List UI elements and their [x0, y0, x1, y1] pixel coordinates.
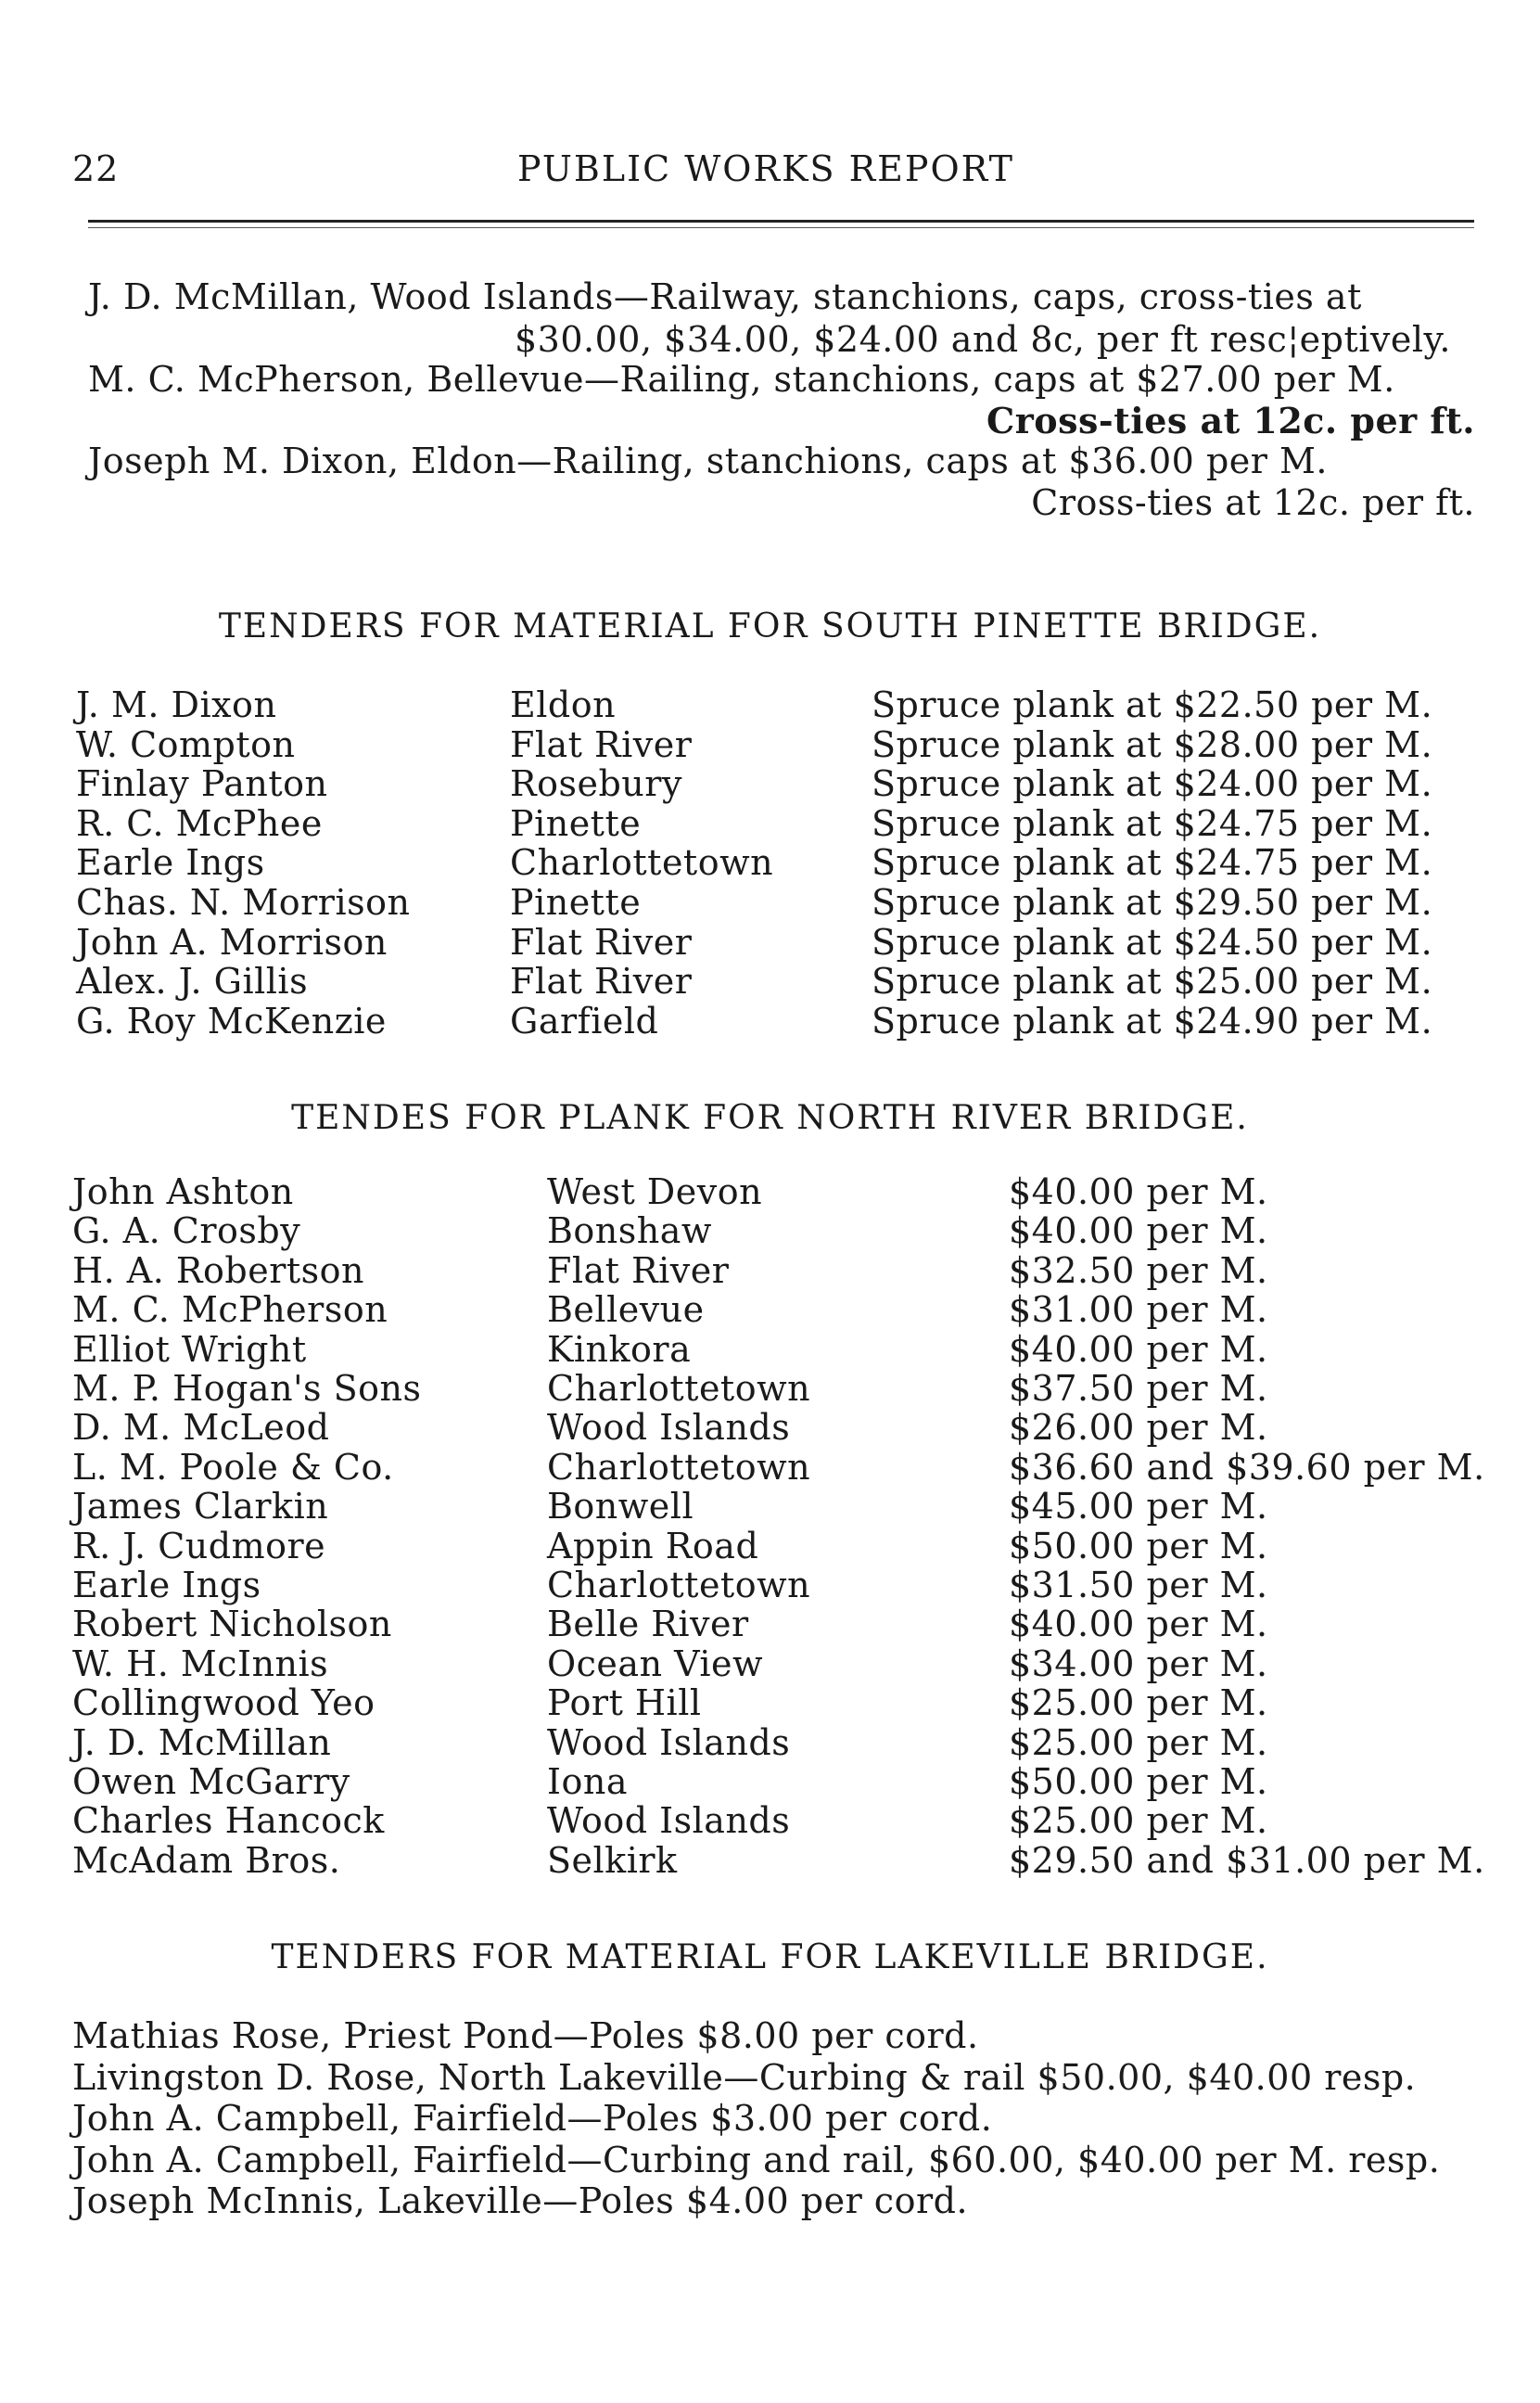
table-row: [0, 1800, 1540, 1842]
lakeville-entry: Mathias Rose, Priest Pond—Poles $8.00 per cord.: [72, 2015, 979, 2056]
table-row: [0, 1761, 1540, 1800]
header-rule-thin: [88, 227, 1474, 228]
tender-price: $36.60 and $39.60 per M.: [1009, 1446, 1485, 1488]
tender-name: J. D. McMillan: [72, 1721, 332, 1763]
section-title-south-pinette: TENDERS FOR MATERIAL FOR SOUTH PINETTE BRIDGE.: [218, 607, 1322, 645]
tender-name: D. M. McLeod: [72, 1407, 330, 1449]
tender-price: Spruce plank at $24.75 per M.: [872, 802, 1433, 844]
table-row: [0, 1407, 1540, 1449]
intro-entry: M. C. McPherson, Bellevue—Railing, stanchions, caps at $27.00 per M.: [88, 359, 1395, 400]
table-row: [0, 763, 1540, 805]
table-row: [0, 842, 1540, 884]
tender-name: G. Roy McKenzie: [76, 1000, 387, 1042]
tender-place: Flat River: [547, 1249, 730, 1291]
tender-name: W. H. McInnis: [72, 1642, 329, 1684]
tender-price: $31.50 per M.: [1009, 1565, 1268, 1605]
lakeville-entry: John A. Campbell, Fairfield—Curbing and rail, $60.00, $40.00 per M. resp.: [72, 2139, 1441, 2180]
tender-place: Selkirk: [547, 1839, 678, 1881]
tender-price: $31.00 per M.: [1009, 1289, 1268, 1331]
tender-name: J. M. Dixon: [76, 684, 277, 725]
table-row: [0, 1171, 1540, 1210]
tender-name: R. J. Cudmore: [72, 1525, 326, 1566]
tender-price: $25.00 per M.: [1009, 1721, 1268, 1763]
intro-entry-continuation: Cross-ties at 12c. per ft.: [1031, 482, 1475, 523]
tender-name: Collingwood Yeo: [72, 1682, 375, 1724]
tender-place: West Devon: [547, 1171, 763, 1212]
tender-place: Kinkora: [547, 1328, 692, 1370]
lakeville-entry: Joseph McInnis, Lakeville—Poles $4.00 per cord.: [72, 2180, 969, 2221]
tender-place: Flat River: [510, 961, 693, 1003]
tender-place: Eldon: [510, 684, 617, 725]
tender-name: Charles Hancock: [72, 1800, 385, 1842]
tender-name: Alex. J. Gillis: [76, 961, 309, 1003]
table-row: [0, 1486, 1540, 1525]
tender-place: Charlottetown: [547, 1446, 811, 1488]
tender-price: Spruce plank at $29.50 per M.: [872, 882, 1433, 923]
tender-place: Wood Islands: [547, 1721, 791, 1763]
table-row: [0, 1368, 1540, 1407]
tender-name: McAdam Bros.: [72, 1839, 341, 1881]
header-rule: [88, 220, 1474, 223]
tender-price: $40.00 per M.: [1009, 1604, 1268, 1645]
tender-place: Garfield: [510, 1000, 659, 1042]
tender-price: $37.50 per M.: [1009, 1368, 1268, 1409]
tender-name: H. A. Robertson: [72, 1249, 364, 1291]
table-row: [0, 961, 1540, 1003]
tender-place: Bonshaw: [547, 1210, 712, 1252]
table-row: [0, 1329, 1540, 1368]
tender-price: Spruce plank at $24.50 per M.: [872, 921, 1433, 963]
tender-place: Bonwell: [547, 1486, 694, 1527]
intro-entry-continuation: Cross-ties at 12c. per ft.: [986, 400, 1475, 441]
intro-entry-continuation: $30.00, $34.00, $24.00 and 8c, per ft resc¦eptively.: [515, 319, 1451, 360]
table-row: [0, 1840, 1540, 1879]
tender-name: John A. Morrison: [76, 921, 388, 963]
lakeville-entry: John A. Campbell, Fairfield—Poles $3.00 per cord.: [72, 2098, 993, 2139]
tender-place: Charlottetown: [547, 1565, 811, 1605]
tender-name: W. Compton: [76, 723, 296, 765]
table-row: [0, 882, 1540, 921]
tender-name: Owen McGarry: [72, 1761, 350, 1802]
tender-price: Spruce plank at $24.75 per M.: [872, 842, 1433, 884]
tender-place: Charlottetown: [510, 842, 774, 884]
tender-place: Charlottetown: [547, 1368, 811, 1409]
table-row: [0, 1526, 1540, 1565]
tender-place: Ocean View: [547, 1642, 764, 1684]
table-row: [0, 803, 1540, 842]
tender-place: Bellevue: [547, 1289, 705, 1331]
tender-price: $40.00 per M.: [1009, 1210, 1268, 1252]
tender-price: $32.50 per M.: [1009, 1249, 1268, 1291]
tender-price: Spruce plank at $22.50 per M.: [872, 684, 1433, 725]
tender-place: Port Hill: [547, 1682, 702, 1724]
running-title: PUBLIC WORKS REPORT: [517, 148, 1014, 189]
tender-name: M. C. McPherson: [72, 1289, 388, 1331]
tender-place: Flat River: [510, 723, 693, 765]
tender-name: M. P. Hogan's Sons: [72, 1368, 422, 1409]
tender-price: $29.50 and $31.00 per M.: [1009, 1839, 1485, 1881]
tender-price: Spruce plank at $25.00 per M.: [872, 961, 1433, 1003]
table-row: [0, 1565, 1540, 1604]
table-row: [0, 1250, 1540, 1289]
tender-place: Rosebury: [510, 763, 682, 805]
table-row: [0, 1722, 1540, 1761]
table-row: [0, 1001, 1540, 1040]
tender-price: Spruce plank at $24.00 per M.: [872, 763, 1433, 805]
table-row: [0, 1643, 1540, 1682]
tender-place: Wood Islands: [547, 1407, 791, 1449]
tender-place: Pinette: [510, 882, 642, 923]
tender-name: G. A. Crosby: [72, 1210, 301, 1252]
tender-name: Robert Nicholson: [72, 1604, 392, 1645]
table-row: [0, 1604, 1540, 1645]
table-row: [0, 1682, 1540, 1724]
tender-price: $40.00 per M.: [1009, 1328, 1268, 1370]
tender-name: John Ashton: [72, 1171, 294, 1212]
page-number: 22: [72, 148, 120, 189]
tender-name: L. M. Poole & Co.: [72, 1446, 394, 1488]
tender-price: $40.00 per M.: [1009, 1171, 1268, 1212]
table-row: [0, 684, 1540, 723]
tender-place: Appin Road: [547, 1525, 759, 1566]
lakeville-entry: Livingston D. Rose, North Lakeville—Curbing & rail $50.00, $40.00 resp.: [72, 2056, 1417, 2098]
tender-place: Iona: [547, 1761, 629, 1802]
tender-name: Earle Ings: [72, 1565, 261, 1605]
tender-place: Flat River: [510, 921, 693, 963]
tender-name: Earle Ings: [76, 842, 265, 884]
tender-name: Chas. N. Morrison: [76, 882, 411, 923]
tender-price: $25.00 per M.: [1009, 1682, 1268, 1724]
tender-price: $50.00 per M.: [1009, 1761, 1268, 1802]
section-title-lakeville: TENDERS FOR MATERIAL FOR LAKEVILLE BRIDGE.: [271, 1938, 1269, 1976]
tender-price: $50.00 per M.: [1009, 1525, 1268, 1566]
tender-price: $45.00 per M.: [1009, 1486, 1268, 1527]
tender-price: $25.00 per M.: [1009, 1800, 1268, 1842]
running-header: [72, 148, 1477, 204]
intro-entry: Joseph M. Dixon, Eldon—Railing, stanchions, caps at $36.00 per M.: [88, 441, 1328, 481]
tender-price: Spruce plank at $28.00 per M.: [872, 723, 1433, 765]
tender-place: Pinette: [510, 802, 642, 844]
tender-name: R. C. McPhee: [76, 802, 323, 844]
tender-place: Wood Islands: [547, 1800, 791, 1842]
table-row: [0, 1210, 1540, 1252]
tender-name: James Clarkin: [72, 1486, 329, 1527]
tender-price: $34.00 per M.: [1009, 1642, 1268, 1684]
table-row: [0, 1447, 1540, 1486]
tender-price: $26.00 per M.: [1009, 1407, 1268, 1449]
table-row: [0, 922, 1540, 961]
tender-name: Elliot Wright: [72, 1328, 307, 1370]
intro-entry: J. D. McMillan, Wood Islands—Railway, stanchions, caps, cross-ties at: [88, 276, 1362, 317]
tender-place: Belle River: [547, 1604, 749, 1645]
tender-name: Finlay Panton: [76, 763, 328, 805]
section-title-north-river: TENDES FOR PLANK FOR NORTH RIVER BRIDGE.: [291, 1099, 1249, 1137]
table-row: [0, 724, 1540, 763]
table-row: [0, 1289, 1540, 1331]
tender-price: Spruce plank at $24.90 per M.: [872, 1000, 1433, 1042]
